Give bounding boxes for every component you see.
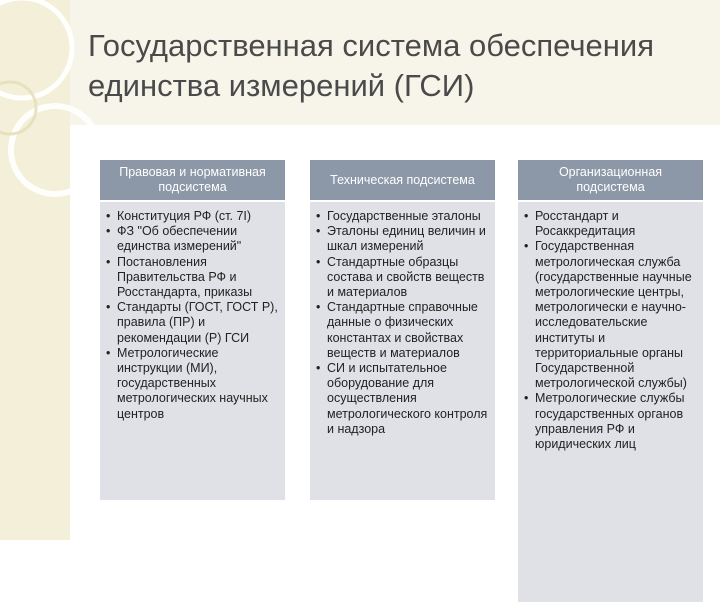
column-legal <box>100 160 285 500</box>
column-header: Техническая подсистема <box>310 160 495 200</box>
list-item: • Стандартные справочные данные о физических константах и свойствах веществ и материалов <box>316 300 489 361</box>
list-item: • ФЗ "Об обеспечении единства измерений" <box>106 224 279 254</box>
list-item: • Государственные эталоны <box>316 209 489 224</box>
list-item: • Метрологические службы государственных органов управления РФ и юридических лиц <box>524 391 697 452</box>
list-item: • Государственная метрологическая служба (государственные научные метрологические центры, метрологически е научно-исследовательские институты и территориальные органы Государственной метрологической службы) <box>524 239 697 391</box>
list-item: • СИ и испытательное оборудование для осуществления метрологического контроля и надзора <box>316 361 489 437</box>
column-body <box>518 202 703 602</box>
list-item: • Стандартные образцы состава и свойств веществ и материалов <box>316 255 489 301</box>
list-item: • Постановления Правительства РФ и Росстандарта, приказы <box>106 255 279 301</box>
column-body <box>100 202 285 500</box>
column-body <box>310 202 495 500</box>
list-item: • Росстандарт и Росаккредитация <box>524 209 697 239</box>
column-header: Правовая и нормативная подсистема <box>100 160 285 200</box>
list-item: • Эталоны единиц величин и шкал измерений <box>316 224 489 254</box>
list-item: • Стандарты (ГОСТ, ГОСТ Р), правила (ПР) и рекомендации (Р) ГСИ <box>106 300 279 346</box>
column-header: Организационная подсистема <box>518 160 703 200</box>
column-technical <box>310 160 495 500</box>
list-item: • Конституция РФ (ст. 7I) <box>106 209 279 224</box>
page-title: Государственная система обеспечения единства измерений (ГСИ) <box>88 28 655 103</box>
column-organizational <box>518 160 703 602</box>
list-item: • Метрологические инструкции (МИ), государственных метрологических научных центров <box>106 346 279 422</box>
